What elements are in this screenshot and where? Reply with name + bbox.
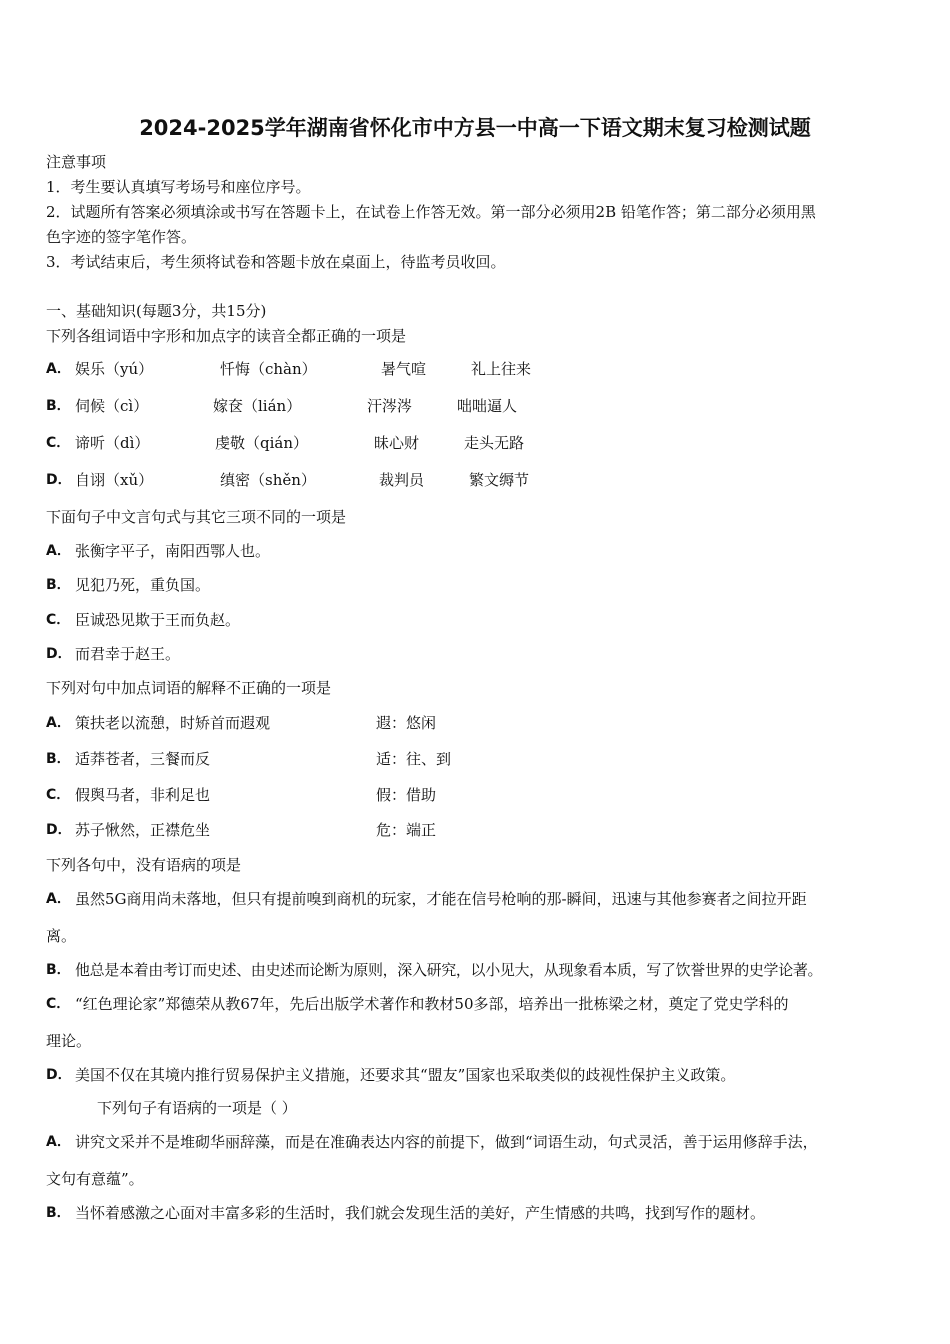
option-label: C． [46, 612, 71, 628]
q5-stem: 下列句子有语病的一项是（ ） [97, 1099, 297, 1117]
option-col-4: 繁文缛节 [469, 471, 530, 489]
option-explanation: 遐：悠闲 [376, 714, 437, 732]
notice-heading: 注意事项 [46, 153, 107, 171]
option-col-4: 咄咄逼人 [457, 397, 518, 415]
q1-stem: 下列各组词语中字形和加点字的读音全都正确的一项是 [46, 327, 407, 345]
q4-option-a-line-2: 离。 [46, 927, 77, 945]
option-col-1: 伺候（cì） [75, 397, 149, 415]
option-text: 假舆马者，非利足也 [75, 786, 211, 804]
option-explanation: 假：借助 [376, 786, 437, 804]
option-label: A． [46, 361, 71, 377]
option-text: 张衡字平子，南阳西鄂人也。 [75, 542, 271, 560]
option-label: B． [46, 751, 71, 767]
q3-stem-emphasis: 不正确 [226, 679, 272, 697]
q5-option-a-line-1: 讲究文采并不是堆砌华丽辞藻，而是在准确表达内容的前提下，做到“词语生动，句式灵活，善于运用修辞手法， [75, 1133, 818, 1151]
option-explanation: 适：往、到 [376, 750, 452, 768]
option-col-2: 缜密（shěn） [220, 471, 316, 489]
q3-stem-part-2: 的一项是 [271, 679, 332, 697]
option-label: C． [46, 435, 71, 451]
option-text: 苏子愀然，正襟危坐 [75, 821, 211, 839]
q4-option-c-line-1: “红色理论家”郑德荣从教67年，先后出版学术著作和教材50多部，培养出一批栋梁之材，奠定了党史学科的 [75, 995, 789, 1013]
option-col-4: 礼上往来 [471, 360, 532, 378]
q4-label-b: B． [46, 962, 71, 978]
option-label: A． [46, 715, 71, 731]
option-col-2: 虔敬（qián） [215, 434, 309, 452]
q4-label-a: A． [46, 891, 71, 907]
q5-label-b: B． [46, 1205, 71, 1221]
option-label: D． [46, 472, 72, 488]
option-text: 臣诚恐见欺于王而负赵。 [75, 611, 241, 629]
q4-option-a-line-1: 虽然5G商用尚未落地，但只有提前嗅到商机的玩家，才能在信号枪响的那-瞬间，迅速与其他参赛者之间拉开距 [75, 890, 807, 908]
option-label: A． [46, 543, 71, 559]
section-heading: 一、基础知识(每题3分，共15分) [46, 302, 267, 320]
q4-option-b: 他总是本着由考订而史述、由史述而论断为原则，深入研究，以小见大，从现象看本质，写了饮誉世界的史学论著。 [75, 961, 823, 979]
q3-stem-part-1: 下列对句中加点词语的解释 [46, 679, 227, 697]
q5-label-a: A． [46, 1134, 71, 1150]
option-text: 见犯乃死，重负国。 [75, 576, 211, 594]
option-label: B． [46, 398, 71, 414]
notice-item-3: 3．考试结束后，考生须将试卷和答题卡放在桌面上，待监考员收回。 [46, 253, 506, 271]
q4-option-d: 美国不仅在其境内推行贸易保护主义措施，还要求其“盟友”国家也采取类似的歧视性保护主义政策。 [75, 1066, 736, 1084]
option-col-1: 自诩（xǔ） [75, 471, 154, 489]
option-explanation: 危：端正 [376, 821, 437, 839]
option-col-1: 娱乐（yú） [75, 360, 154, 378]
option-col-4: 走头无路 [464, 434, 525, 452]
option-label: C． [46, 787, 71, 803]
q2-stem: 下面句子中文言句式与其它三项不同的一项是 [46, 508, 347, 526]
option-col-3: 汗涔涔 [367, 397, 413, 415]
option-text: 策扶老以流憩，时矫首而遐观 [75, 714, 271, 732]
option-label: B． [46, 577, 71, 593]
option-col-3: 昧心财 [374, 434, 420, 452]
option-col-3: 暑气喧 [381, 360, 427, 378]
notice-item-2-cont: 色字迹的签字笔作答。 [46, 228, 197, 246]
q5-option-b: 当怀着感激之心面对丰富多彩的生活时，我们就会发现生活的美好，产生情感的共鸣，找到写作的题材。 [75, 1204, 766, 1222]
notice-item-2: 2．试题所有答案必须填涂或书写在答题卡上，在试卷上作答无效。第一部分必须用2B 铅笔作答；第二部分必须用黑 [46, 203, 816, 221]
q3-stem [46, 678, 331, 698]
page-title: 2024-2025学年湖南省怀化市中方县一中高一下语文期末复习检测试题 [139, 116, 811, 140]
option-col-2: 嫁奁（lián） [213, 397, 302, 415]
option-text: 而君幸于赵王。 [75, 645, 181, 663]
option-col-2: 忏悔（chàn） [220, 360, 317, 378]
q5-option-a-line-2: 文句有意蕴”。 [46, 1170, 144, 1188]
q4-stem: 下列各句中，没有语病的项是 [46, 856, 242, 874]
option-label: D． [46, 646, 72, 662]
q4-label-c: C． [46, 996, 71, 1012]
notice-item-1: 1．考生要认真填写考场号和座位序号。 [46, 178, 311, 196]
option-col-1: 谛听（dì） [75, 434, 150, 452]
option-label: D． [46, 822, 72, 838]
option-text: 适莽苍者，三餐而反 [75, 750, 211, 768]
option-col-3: 裁判员 [379, 471, 425, 489]
q4-option-c-line-2: 理论。 [46, 1032, 92, 1050]
q4-label-d: D． [46, 1067, 72, 1083]
